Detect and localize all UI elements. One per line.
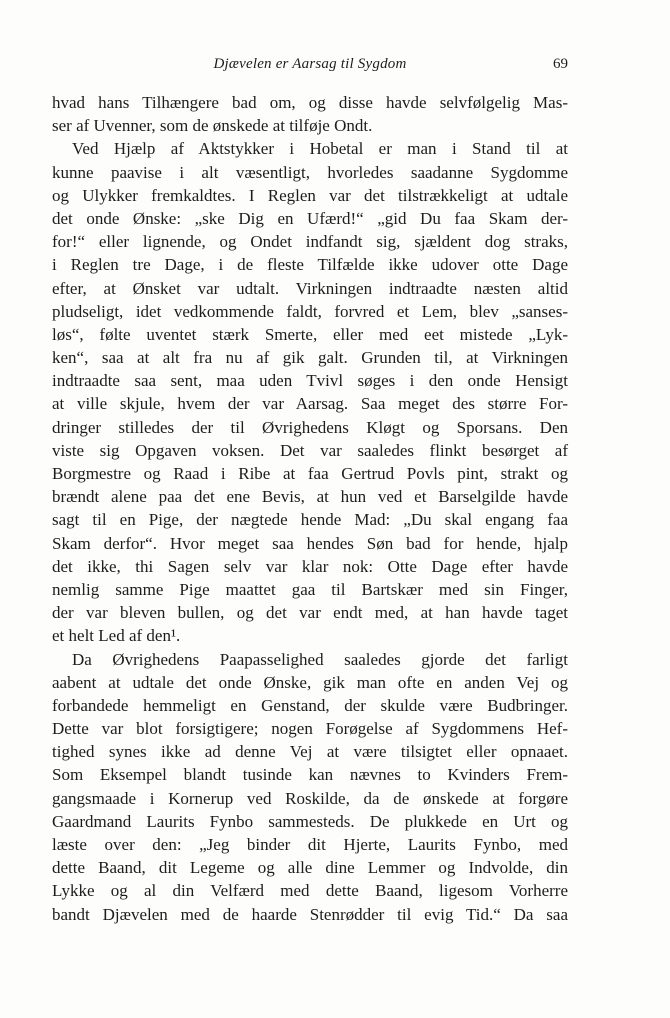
text-line: aabent at udtale det onde Ønske, gik man ofte en anden Vej og xyxy=(52,672,568,692)
text-line: hvad hans Tilhængere bad om, og disse havde selvfølgelig Mas- xyxy=(52,93,568,112)
text-line: kunne paavise i alt væsentligt, hvorledes saadanne Sygdomme xyxy=(52,162,568,182)
text-line: indtraadte saa sent, maa uden Tvivl søges i den onde Hensigt xyxy=(52,371,568,391)
text-line: Skam derfor“. Hvor meget saa hendes Søn bad for hende, hjalp xyxy=(52,533,568,553)
text-line: at ville skjule, hvem der var Aarsag. Saa meget des større For- xyxy=(52,394,568,414)
text-line: dringer stilledes der til Øvrighedens Kløgt og Sporsans. Den xyxy=(52,417,568,437)
running-title: Djævelen er Aarsag til Sygdom xyxy=(213,56,407,72)
text-line: bandt Djævelen med de haarde Stenrødder til evig Tid.“ Da saa xyxy=(52,904,568,924)
text-line: efter, at Ønsket var udtalt. Virkningen indtraadte næsten altid xyxy=(52,278,568,298)
text-line: forbandede hemmeligt en Genstand, der skulde være Budbringer. xyxy=(52,695,568,715)
text-line: i Reglen tre Dage, i de fleste Tilfælde ikke udover otte Dage xyxy=(52,255,568,275)
text-line: sagt til en Pige, der nægtede hende Mad: „Du skal engang faa xyxy=(52,510,568,530)
text-line: pludseligt, idet vedkommende faldt, forvred et Lem, blev „sanses- xyxy=(52,301,568,321)
text-line: gangsmaade i Kornerup ved Roskilde, da de ønskede at forgøre xyxy=(52,788,568,808)
text-line: ken“, saa at alt fra nu af gik galt. Grunden til, at Virkningen xyxy=(52,348,568,368)
text-line: Lykke og al din Velfærd med dette Baand, ligesom Vorherre xyxy=(52,881,568,901)
text-line: Borgmestre og Raad i Ribe at faa Gertrud Povls pint, strakt og xyxy=(52,464,568,483)
running-head xyxy=(52,56,568,78)
text-line: Dette var blot forsigtigere; nogen Forøgelse af Sygdommens Hef- xyxy=(52,719,568,739)
text-line: tighed synes ikke ad denne Vej at være tilsigtet eller opnaaet. xyxy=(52,742,568,762)
body-text xyxy=(52,91,568,926)
text-line: Da Øvrighedens Paapasselighed saaledes gjorde det farligt xyxy=(72,649,568,669)
text-line: Gaardmand Laurits Fynbo sammesteds. De plukkede en Urt og xyxy=(52,811,568,831)
text-line: og Ulykker fremkaldtes. I Reglen var det tilstrækkeligt at udtale xyxy=(52,185,568,205)
text-line: Som Eksempel blandt tusinde kan nævnes to Kvinders Frem- xyxy=(52,765,568,785)
text-line: der var bleven bullen, og det var endt med, at han havde taget xyxy=(52,603,568,623)
text-line: Ved Hjælp af Aktstykker i Hobetal er man i Stand til at xyxy=(72,139,568,159)
text-line: et helt Led af den¹. xyxy=(52,626,181,646)
page-number: 69 xyxy=(553,56,568,72)
text-line: dette Baand, dit Legeme og alle dine Lemmer og Indvolde, din xyxy=(52,858,568,878)
text-line: for!“ eller lignende, og Ondet indfandt sig, sjældent dog straks, xyxy=(52,232,568,252)
text-line: viste sig Opgaven voksen. Det var saaledes flinkt besørget af xyxy=(52,440,568,460)
text-line: læste over den: „Jeg binder dit Hjerte, Laurits Fynbo, med xyxy=(52,835,568,854)
text-line: ser af Uvenner, som de ønskede at tilføje Ondt. xyxy=(52,116,373,136)
text-line: brændt alene paa det ene Bevis, at hun ved et Barselgilde havde xyxy=(52,487,568,507)
text-line: nemlig samme Pige maattet gaa til Bartskær med sin Finger, xyxy=(52,579,568,599)
text-line: løs“, følte uventet stærk Smerte, eller med eet mistede „Lyk- xyxy=(52,324,568,344)
text-line: det onde Ønske: „ske Dig en Ufærd!“ „gid Du faa Skam der- xyxy=(52,208,568,228)
text-line: det ikke, thi Sagen selv var klar nok: Otte Dage efter havde xyxy=(52,556,568,576)
